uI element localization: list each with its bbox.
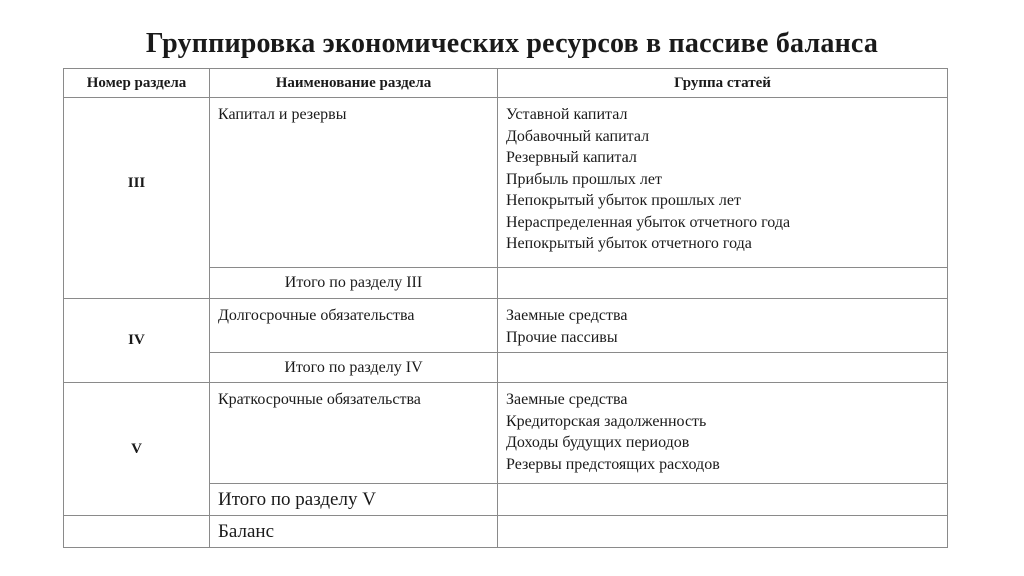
section-total: Итого по разделу IV bbox=[210, 353, 498, 383]
list-item: Нераспределенная убыток отчетного года bbox=[506, 213, 791, 231]
header-name: Наименование раздела bbox=[210, 69, 498, 98]
section-name: Капитал и резервы bbox=[210, 98, 498, 268]
section-total: Итого по разделу V bbox=[210, 484, 498, 516]
empty-cell bbox=[498, 268, 948, 299]
balance-table bbox=[63, 68, 948, 548]
list-item: Резервы предстоящих расходов bbox=[506, 455, 720, 473]
section-name: Краткосрочные обязательства bbox=[210, 383, 498, 484]
section-items bbox=[498, 299, 948, 353]
header-number: Номер раздела bbox=[64, 69, 210, 98]
list-item: Заемные средства bbox=[506, 307, 628, 324]
list-item: Прибыль прошлых лет bbox=[506, 170, 662, 188]
page-title: Группировка экономических ресурсов в пассиве баланса bbox=[145, 28, 879, 59]
section-number-V: V bbox=[64, 383, 210, 516]
list-item: Уставной капитал bbox=[506, 106, 628, 123]
section-items bbox=[498, 98, 948, 268]
section-total: Итого по разделу III bbox=[210, 268, 498, 299]
empty-cell bbox=[498, 516, 948, 548]
table-row bbox=[64, 98, 948, 268]
empty-cell bbox=[498, 484, 948, 516]
empty-cell bbox=[498, 353, 948, 383]
section-items bbox=[498, 383, 948, 484]
list-item: Заемные средства bbox=[506, 391, 628, 408]
section-name: Долгосрочные обязательства bbox=[210, 299, 498, 353]
list-item: Непокрытый убыток отчетного года bbox=[506, 235, 752, 252]
table-header-row bbox=[64, 69, 948, 98]
list-item: Непокрытый убыток прошлых лет bbox=[506, 192, 741, 209]
list-item: Доходы будущих периодов bbox=[506, 434, 690, 451]
section-number-III: III bbox=[64, 98, 210, 299]
table-row bbox=[64, 299, 948, 353]
table-row bbox=[64, 383, 948, 484]
section-number-IV: IV bbox=[64, 299, 210, 383]
list-item: Прочие пассивы bbox=[506, 328, 618, 346]
list-item: Резервный капитал bbox=[506, 149, 637, 166]
list-item: Добавочный капитал bbox=[506, 127, 650, 145]
table-row bbox=[64, 516, 948, 548]
list-item: Кредиторская задолженность bbox=[506, 412, 707, 430]
balance-label: Баланс bbox=[210, 516, 498, 548]
empty-cell bbox=[64, 516, 210, 548]
header-group: Группа статей bbox=[498, 69, 948, 98]
